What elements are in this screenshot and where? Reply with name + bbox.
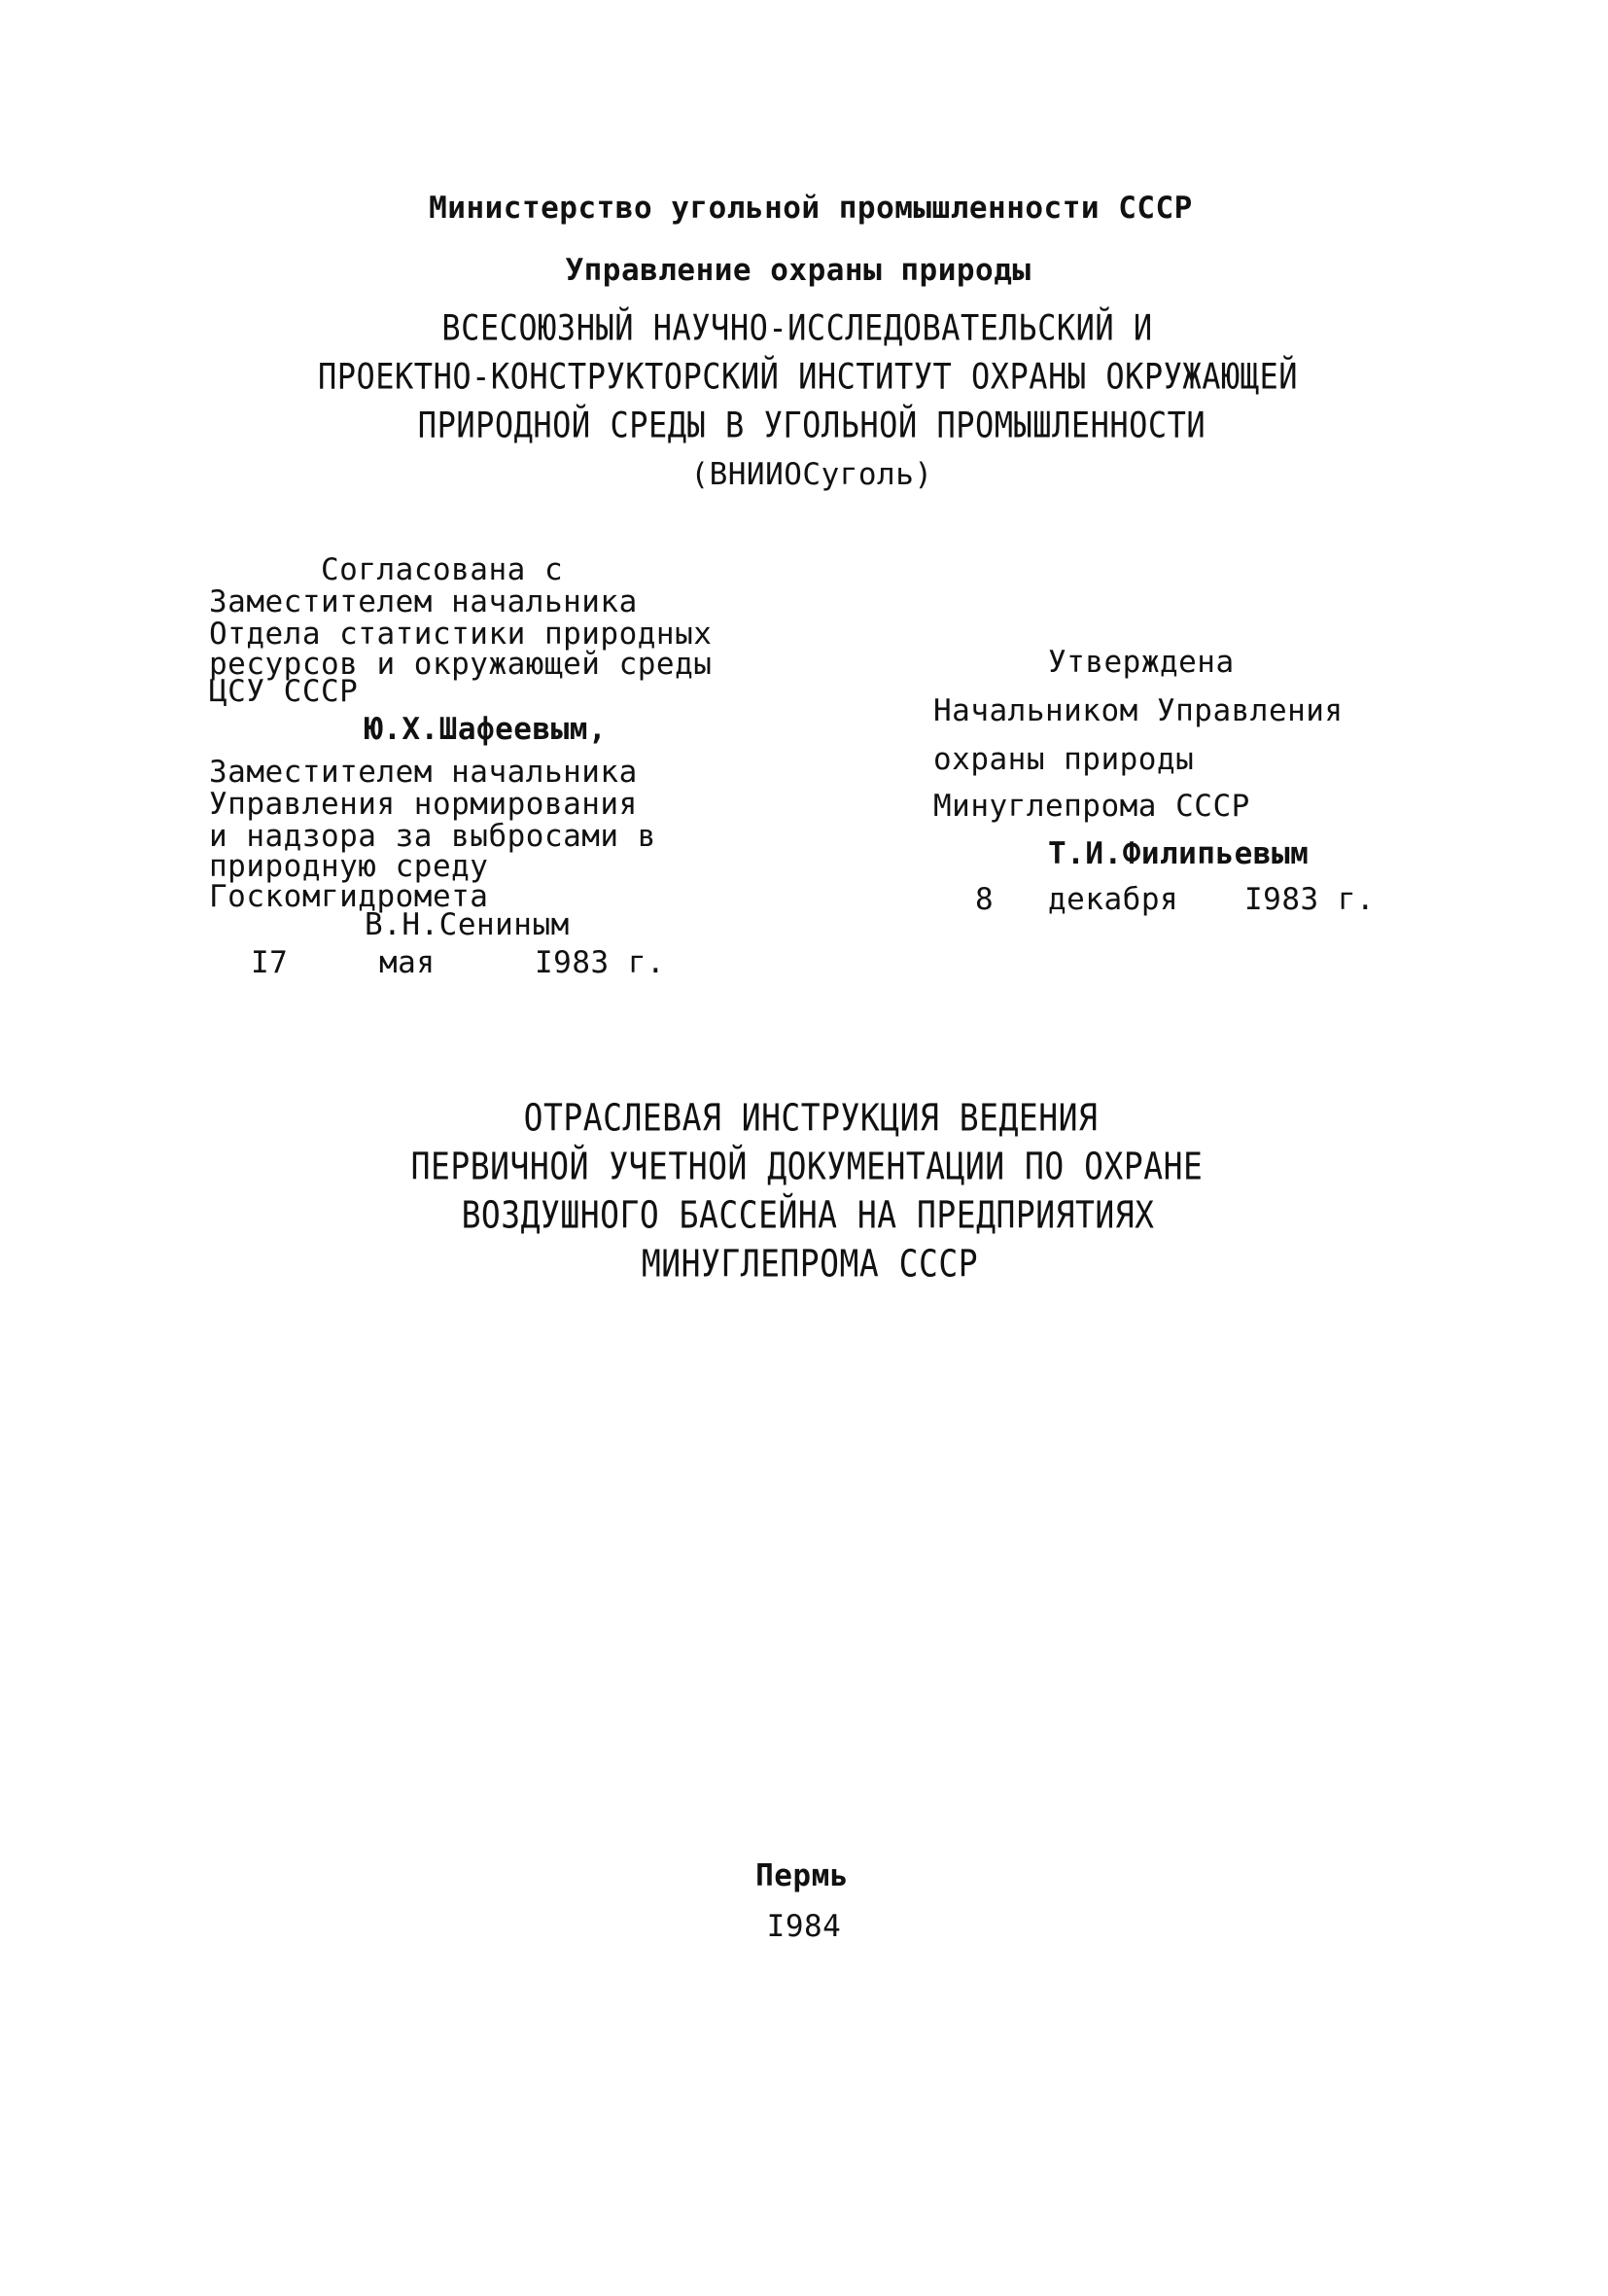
footer-year: I984 — [766, 1909, 842, 1944]
approved-heading: Утверждена — [1048, 645, 1235, 680]
agreed-line-8: природную среду — [209, 849, 489, 884]
agreed-line-3: ресурсов и окружающей среды — [209, 647, 713, 682]
agreed-heading: Согласована с — [321, 552, 564, 587]
approved-date-year: I983 г. — [1244, 882, 1376, 917]
agreed-date-month: мая — [379, 945, 436, 980]
institute-line-3: ПРИРОДНОЙ СРЕДЫ В УГОЛЬНОЙ ПРОМЫШЛЕННОСТИ — [417, 404, 1206, 446]
agreed-line-1: Заместителем начальника — [209, 584, 638, 619]
institute-line-1: ВСЕСОЮЗНЫЙ НАУЧНО-ИССЛЕДОВАТЕЛЬСКИЙ И — [441, 306, 1153, 349]
agreed-signer-1: Ю.Х.Шафеевым, — [365, 712, 608, 747]
approved-date-month: декабря — [1048, 882, 1179, 917]
agreed-signer-2: В.Н.Сениным — [365, 907, 570, 942]
agreed-line-6: Управления нормирования — [209, 787, 638, 822]
footer-city: Пермь — [755, 1858, 849, 1893]
approved-date-day: 8 — [975, 882, 995, 917]
approved-line-2: охраны природы — [933, 742, 1195, 777]
ministry-line: Министерство угольной промышленности СССР — [429, 191, 1193, 226]
department-line: Управление охраны природы — [565, 253, 1031, 288]
title-line-3: ВОЗДУШНОГО БАССЕЙНА НА ПРЕДПРИЯТИЯХ — [461, 1193, 1155, 1237]
approved-line-1: Начальником Управления — [933, 693, 1344, 728]
agreed-line-5: Заместителем начальника — [209, 755, 638, 790]
agreed-line-2: Отдела статистики природных — [209, 617, 713, 652]
agreed-date-year: I983 г. — [535, 945, 666, 980]
institute-line-2: ПРОЕКТНО-КОНСТРУКТОРСКИЙ ИНСТИТУТ ОХРАНЫ ОКРУЖАЮЩЕЙ — [317, 355, 1299, 398]
approved-signer: Т.И.Филипьевым — [1048, 836, 1310, 871]
approved-line-3: Минуглепрома СССР — [933, 789, 1250, 824]
agreed-line-4: ЦСУ СССР — [209, 674, 359, 709]
title-line-2: ПЕРВИЧНОЙ УЧЕТНОЙ ДОКУМЕНТАЦИИ ПО ОХРАНЕ — [410, 1145, 1204, 1188]
title-line-4: МИНУГЛЕПРОМА СССР — [641, 1242, 979, 1286]
agreed-date-day: I7 — [251, 945, 289, 980]
agreed-line-7: и надзора за выбросами в — [209, 819, 656, 854]
title-line-1: ОТРАСЛЕВАЯ ИНСТРУКЦИЯ ВЕДЕНИЯ — [523, 1096, 1099, 1140]
institute-abbr: (ВНИИОСуголь) — [690, 457, 933, 492]
agreed-line-9: Госкомгидромета — [209, 879, 489, 914]
